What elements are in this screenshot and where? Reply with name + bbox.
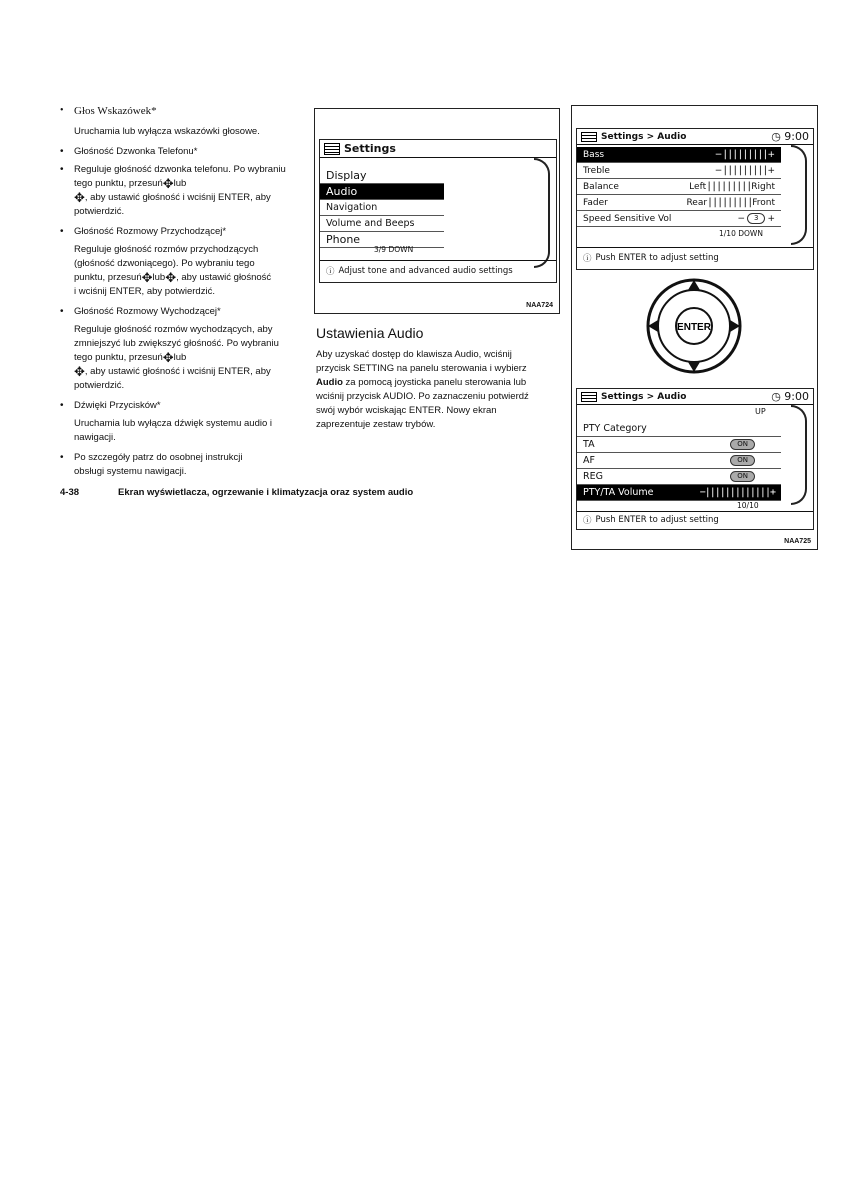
info-icon: ⓘ (583, 254, 592, 264)
joystick-icon: ✥ (141, 270, 153, 285)
page-counter: 10/10 (737, 501, 759, 510)
bullet-outgoing-volume: • Głośność Rozmowy Wychodzącej* (60, 305, 312, 319)
audio-header (577, 389, 813, 405)
audio-header (577, 129, 813, 145)
clock-icon: ◷ (771, 390, 781, 403)
menu-item-audio[interactable]: Audio (320, 184, 444, 200)
page-counter: 3/9 DOWN (374, 245, 414, 254)
bullet-nav-manual: • Po szczegóły patrz do osobnej instrukcji obsługi systemu nawigacji. (60, 451, 312, 479)
button-beeps-desc: Uruchamia lub wyłącza dźwięk systemu audio i nawigacji. (74, 418, 272, 443)
settings-menu (320, 168, 444, 248)
row-af[interactable]: AF ON (577, 453, 781, 469)
bullet-voice-guidance: • Głos Wskazówek* (60, 104, 312, 118)
info-icon: ⓘ (326, 267, 335, 277)
ring-volume-desc: • Reguluje głośność dzwonka telefonu. Po wybraniu tego punktu, przesuń✥lub ✥, aby ustawić głośność i wciśnij ENTER, aby potwierdzić. (60, 163, 312, 219)
settings-menu-icon (324, 143, 340, 155)
row-pty-category[interactable]: PTY Category (577, 421, 781, 437)
outgoing-volume-desc: Reguluje głośność rozmów wychodzących, aby zmniejszyć lub zwiększyć głośność. Po wybraniu tego punktu, przesuń✥lub ✥, aby ustawić głośność i wciśnij ENTER, aby potwierdzić. (74, 324, 279, 391)
settings-menu-icon (581, 392, 597, 402)
row-balance[interactable]: Balance Left ||||||||| Right (577, 179, 781, 195)
joystick-icon: ✥ (74, 364, 85, 379)
joystick-icon: ✥ (162, 176, 174, 191)
enter-label: ENTER (677, 322, 711, 333)
settings-menu-icon (581, 132, 597, 142)
rds-rows (577, 421, 781, 501)
audio-title: Settings > Audio (601, 131, 687, 142)
audio-settings-screen (576, 128, 814, 270)
chapter-title: Ekran wyświetlacza, ogrzewanie i klimatyzacja oraz system audio (118, 487, 414, 498)
menu-item-phone[interactable]: Phone (320, 232, 444, 248)
menu-item-display[interactable]: Display (320, 168, 444, 184)
section-body: Aby uzyskać dostęp do klawisza Audio, wciśnij przycisk SETTING na panelu sterowania i wybierz Audio za pomocą joysticka panelu sterowania lub wciśnij przycisk AUDIO. Po zaznaczeniu potwierdź swój wybór wciskając ENTER. Nowy ekran zaprezentuje zestaw trybów. (316, 349, 529, 430)
up-label: UP (755, 407, 766, 416)
page-counter: 1/10 DOWN (719, 229, 763, 238)
audio-rds-screen (576, 388, 814, 530)
settings-screen (319, 139, 557, 283)
settings-figure (314, 108, 560, 314)
info-bar: ⓘ Push ENTER to adjust setting (577, 511, 813, 528)
section-title: Ustawienia Audio (316, 325, 424, 341)
page-footer (60, 487, 440, 498)
info-icon: ⓘ (583, 516, 592, 526)
left-column (60, 104, 312, 479)
settings-header (320, 140, 556, 158)
af-toggle[interactable]: ON (730, 455, 755, 466)
scroll-arc[interactable] (534, 158, 550, 268)
row-speed-sensitive-vol[interactable]: Speed Sensitive Vol − 3 + (577, 211, 781, 227)
row-fader[interactable]: Fader Rear ||||||||| Front (577, 195, 781, 211)
joystick-icon: ✥ (74, 190, 85, 205)
figure-code: NAA725 (784, 538, 811, 545)
scroll-arc[interactable] (791, 145, 807, 245)
incoming-volume-desc: Reguluje głośność rozmów przychodzących (głośność dzwoniącego). Po wybraniu tego punktu, przesuń✥lub✥, aby ustawić głośność i wciśnij ENTER, aby potwierdzić. (74, 244, 272, 297)
settings-title: Settings (344, 142, 396, 155)
clock-icon: ◷ (771, 130, 781, 143)
joystick-icon: ✥ (162, 350, 174, 365)
bullet-button-beeps: • Dźwięki Przycisków* (60, 399, 312, 413)
audio-figure (571, 105, 818, 550)
page-number: 4-38 (60, 487, 80, 498)
figure-code: NAA724 (526, 302, 553, 309)
row-pty-ta-volume[interactable]: PTY/TA Volume −|||||||||||||+ (577, 485, 781, 501)
row-ta[interactable]: TA ON (577, 437, 781, 453)
menu-item-navigation[interactable]: Navigation (320, 200, 444, 216)
clock: ◷ 9:00 (771, 130, 809, 143)
joystick-icon: ✥ (165, 270, 177, 285)
audio-title: Settings > Audio (601, 391, 687, 402)
row-reg[interactable]: REG ON (577, 469, 781, 485)
row-treble[interactable]: Treble − ||||||||| + (577, 163, 781, 179)
info-bar: ⓘ Push ENTER to adjust setting (577, 247, 813, 268)
bullet-ring-volume: • Głośność Dzwonka Telefonu* (60, 145, 312, 159)
scroll-arc[interactable] (791, 405, 807, 505)
info-bar: ⓘ Adjust tone and advanced audio settings (320, 260, 556, 281)
ta-toggle[interactable]: ON (730, 439, 755, 450)
menu-item-volume-beeps[interactable]: Volume and Beeps (320, 216, 444, 232)
bullet-incoming-volume: • Głośność Rozmowy Przychodzącej* (60, 225, 312, 239)
audio-rows (577, 147, 781, 227)
row-bass[interactable]: Bass − ||||||||| + (577, 147, 781, 163)
joystick-diagram (644, 276, 744, 376)
clock: ◷ 9:00 (771, 390, 809, 403)
voice-guidance-desc: Uruchamia lub wyłącza wskazówki głosowe. (74, 126, 260, 137)
reg-toggle[interactable]: ON (730, 471, 755, 482)
